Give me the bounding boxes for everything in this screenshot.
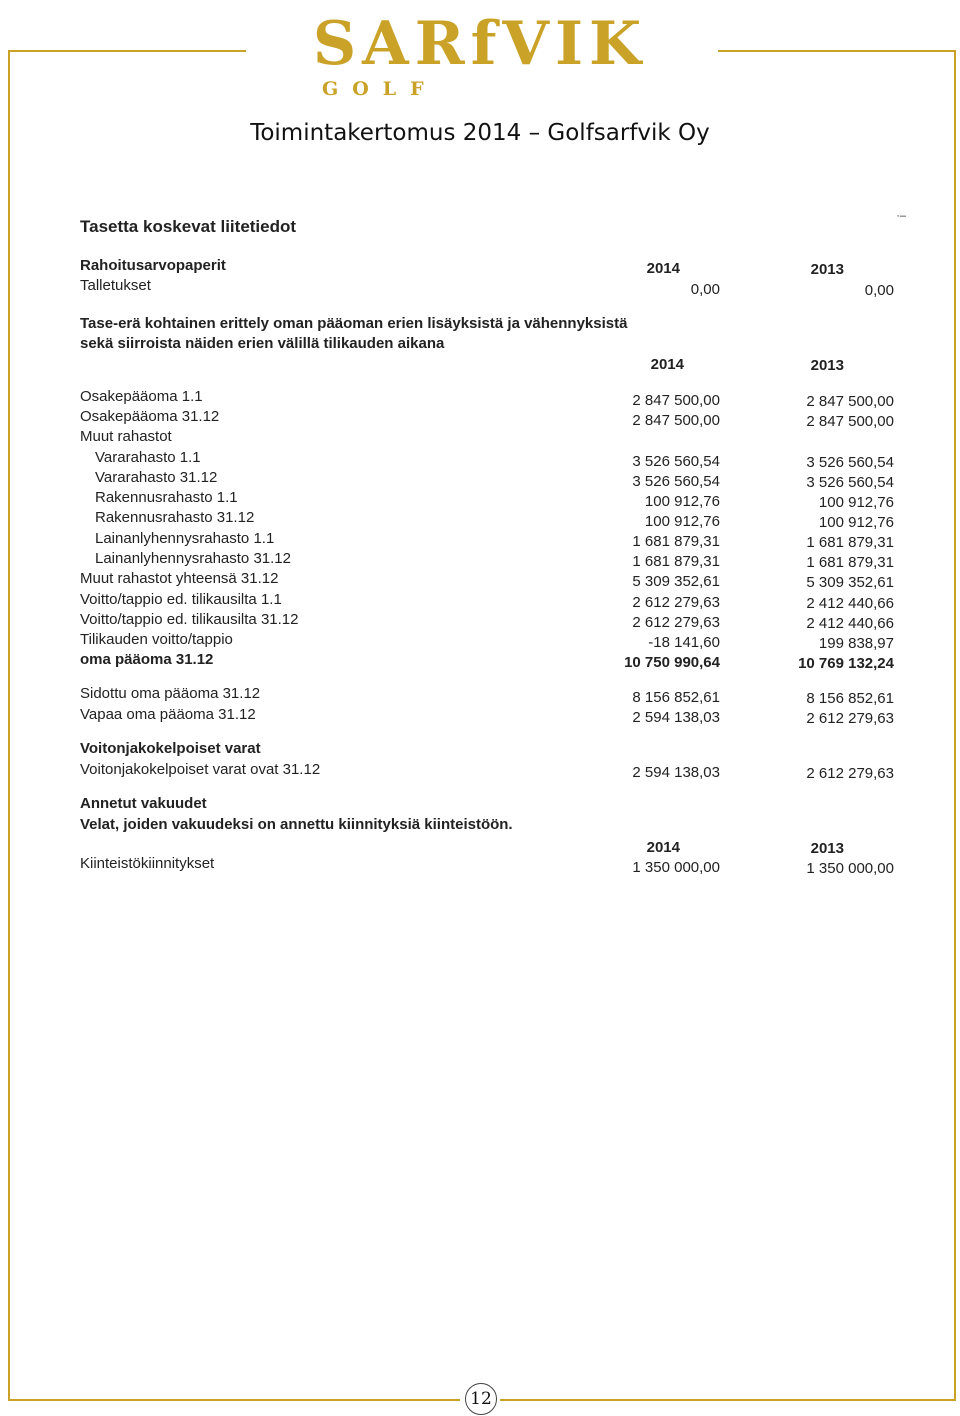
securities-row-label: Talletukset — [80, 277, 151, 294]
collateral-title: Annetut vakuudet — [80, 795, 207, 812]
securities-year-2013: 2013 — [810, 261, 844, 278]
equity-label-3: Vararahasto 1.1 — [95, 449, 201, 466]
equity-2014-3: 3 526 560,54 — [632, 453, 720, 470]
equity-2014-0: 2 847 500,00 — [632, 392, 720, 409]
distributable-row-2014: 2 594 138,03 — [632, 764, 720, 781]
equity-label-2: Muut rahastot — [80, 428, 172, 445]
equity-label-7: Lainanlyhennysrahasto 1.1 — [95, 530, 275, 547]
corner-mark: ·– — [896, 210, 906, 222]
equity-year-2013: 2013 — [810, 357, 844, 374]
equity-2013-8: 1 681 879,31 — [806, 554, 894, 571]
equity-2014-14: 8 156 852,61 — [632, 689, 720, 706]
collateral-row-label: Kiinteistökiinnitykset — [80, 855, 215, 872]
logo-wordmark: SARfVIK — [312, 9, 648, 79]
equity-label-9: Muut rahastot yhteensä 31.12 — [80, 570, 279, 587]
frame-bottom-left — [8, 1399, 460, 1401]
collateral-row-2013: 1 350 000,00 — [806, 860, 894, 877]
equity-label-5: Rakennusrahasto 1.1 — [95, 489, 238, 506]
equity-2014-9: 5 309 352,61 — [632, 573, 720, 590]
document-title: Toimintakertomus 2014 – Golfsarfvik Oy — [250, 120, 710, 146]
securities-year-2014: 2014 — [646, 260, 680, 277]
equity-2014-7: 1 681 879,31 — [632, 533, 720, 550]
equity-2014-6: 100 912,76 — [644, 513, 720, 530]
equity-2014-5: 100 912,76 — [644, 493, 720, 510]
equity-2014-1: 2 847 500,00 — [632, 412, 720, 429]
equity-label-4: Vararahasto 31.12 — [95, 469, 218, 486]
equity-2013-5: 100 912,76 — [818, 494, 894, 511]
equity-label-1: Osakepääoma 31.12 — [80, 408, 220, 425]
logo-subtitle: GOLF — [322, 78, 438, 100]
equity-label-10: Voitto/tappio ed. tilikausilta 1.1 — [80, 591, 282, 608]
equity-2013-9: 5 309 352,61 — [806, 574, 894, 591]
equity-label-6: Rakennusrahasto 31.12 — [95, 509, 255, 526]
equity-2013-13: 10 769 132,24 — [798, 655, 894, 672]
equity-title-line1: Tase-erä kohtainen erittely oman pääoman erien lisäyksistä ja vähennyksistä — [80, 315, 628, 332]
notes-heading: Tasetta koskevat liitetiedot — [80, 217, 297, 236]
equity-2014-10: 2 612 279,63 — [632, 594, 720, 611]
equity-2013-0: 2 847 500,00 — [806, 393, 894, 410]
equity-2013-11: 2 412 440,66 — [806, 615, 894, 632]
equity-2013-10: 2 412 440,66 — [806, 595, 894, 612]
frame-left — [8, 50, 10, 1401]
distributable-row-label: Voitonjakokelpoiset varat ovat 31.12 — [80, 761, 321, 778]
equity-2014-13: 10 750 990,64 — [624, 654, 720, 671]
equity-label-12: Tilikauden voitto/tappio — [80, 631, 233, 648]
equity-2013-12: 199 838,97 — [818, 635, 894, 652]
equity-label-8: Lainanlyhennysrahasto 31.12 — [95, 550, 291, 567]
equity-2013-6: 100 912,76 — [818, 514, 894, 531]
collateral-row-2014: 1 350 000,00 — [632, 859, 720, 876]
equity-2013-14: 8 156 852,61 — [806, 690, 894, 707]
equity-year-2014: 2014 — [650, 356, 684, 373]
equity-label-14: Sidottu oma pääoma 31.12 — [80, 685, 261, 702]
page-number: 12 — [465, 1383, 497, 1415]
equity-label-15: Vapaa oma pääoma 31.12 — [80, 706, 256, 723]
sarfvik-golf-logo — [0, 0, 960, 105]
distributable-title: Voitonjakokelpoiset varat — [80, 740, 261, 757]
frame-right — [954, 50, 956, 1401]
equity-2013-4: 3 526 560,54 — [806, 474, 894, 491]
frame-bottom-right — [500, 1399, 956, 1401]
equity-2013-7: 1 681 879,31 — [806, 534, 894, 551]
balance-sheet-notes — [80, 210, 910, 890]
equity-2014-12: -18 141,60 — [648, 634, 720, 651]
equity-2013-3: 3 526 560,54 — [806, 454, 894, 471]
collateral-subtitle: Velat, joiden vakuudeksi on annettu kiinnityksiä kiinteistöön. — [80, 816, 513, 833]
distributable-row-2013: 2 612 279,63 — [806, 765, 894, 782]
equity-2013-1: 2 847 500,00 — [806, 413, 894, 430]
collateral-year-2013: 2013 — [810, 840, 844, 857]
equity-label-13: oma pääoma 31.12 — [80, 651, 214, 668]
equity-2014-8: 1 681 879,31 — [632, 553, 720, 570]
securities-title: Rahoitusarvopaperit — [80, 257, 226, 274]
equity-label-0: Osakepääoma 1.1 — [80, 388, 203, 405]
equity-2014-11: 2 612 279,63 — [632, 614, 720, 631]
equity-label-11: Voitto/tappio ed. tilikausilta 31.12 — [80, 611, 299, 628]
equity-2014-4: 3 526 560,54 — [632, 473, 720, 490]
collateral-year-2014: 2014 — [646, 839, 680, 856]
securities-row-2014: 0,00 — [690, 281, 720, 298]
equity-2013-15: 2 612 279,63 — [806, 710, 894, 727]
equity-2014-15: 2 594 138,03 — [632, 709, 720, 726]
securities-row-2013: 0,00 — [864, 282, 894, 299]
equity-title-line2: sekä siirroista näiden erien välillä tilikauden aikana — [80, 335, 445, 352]
